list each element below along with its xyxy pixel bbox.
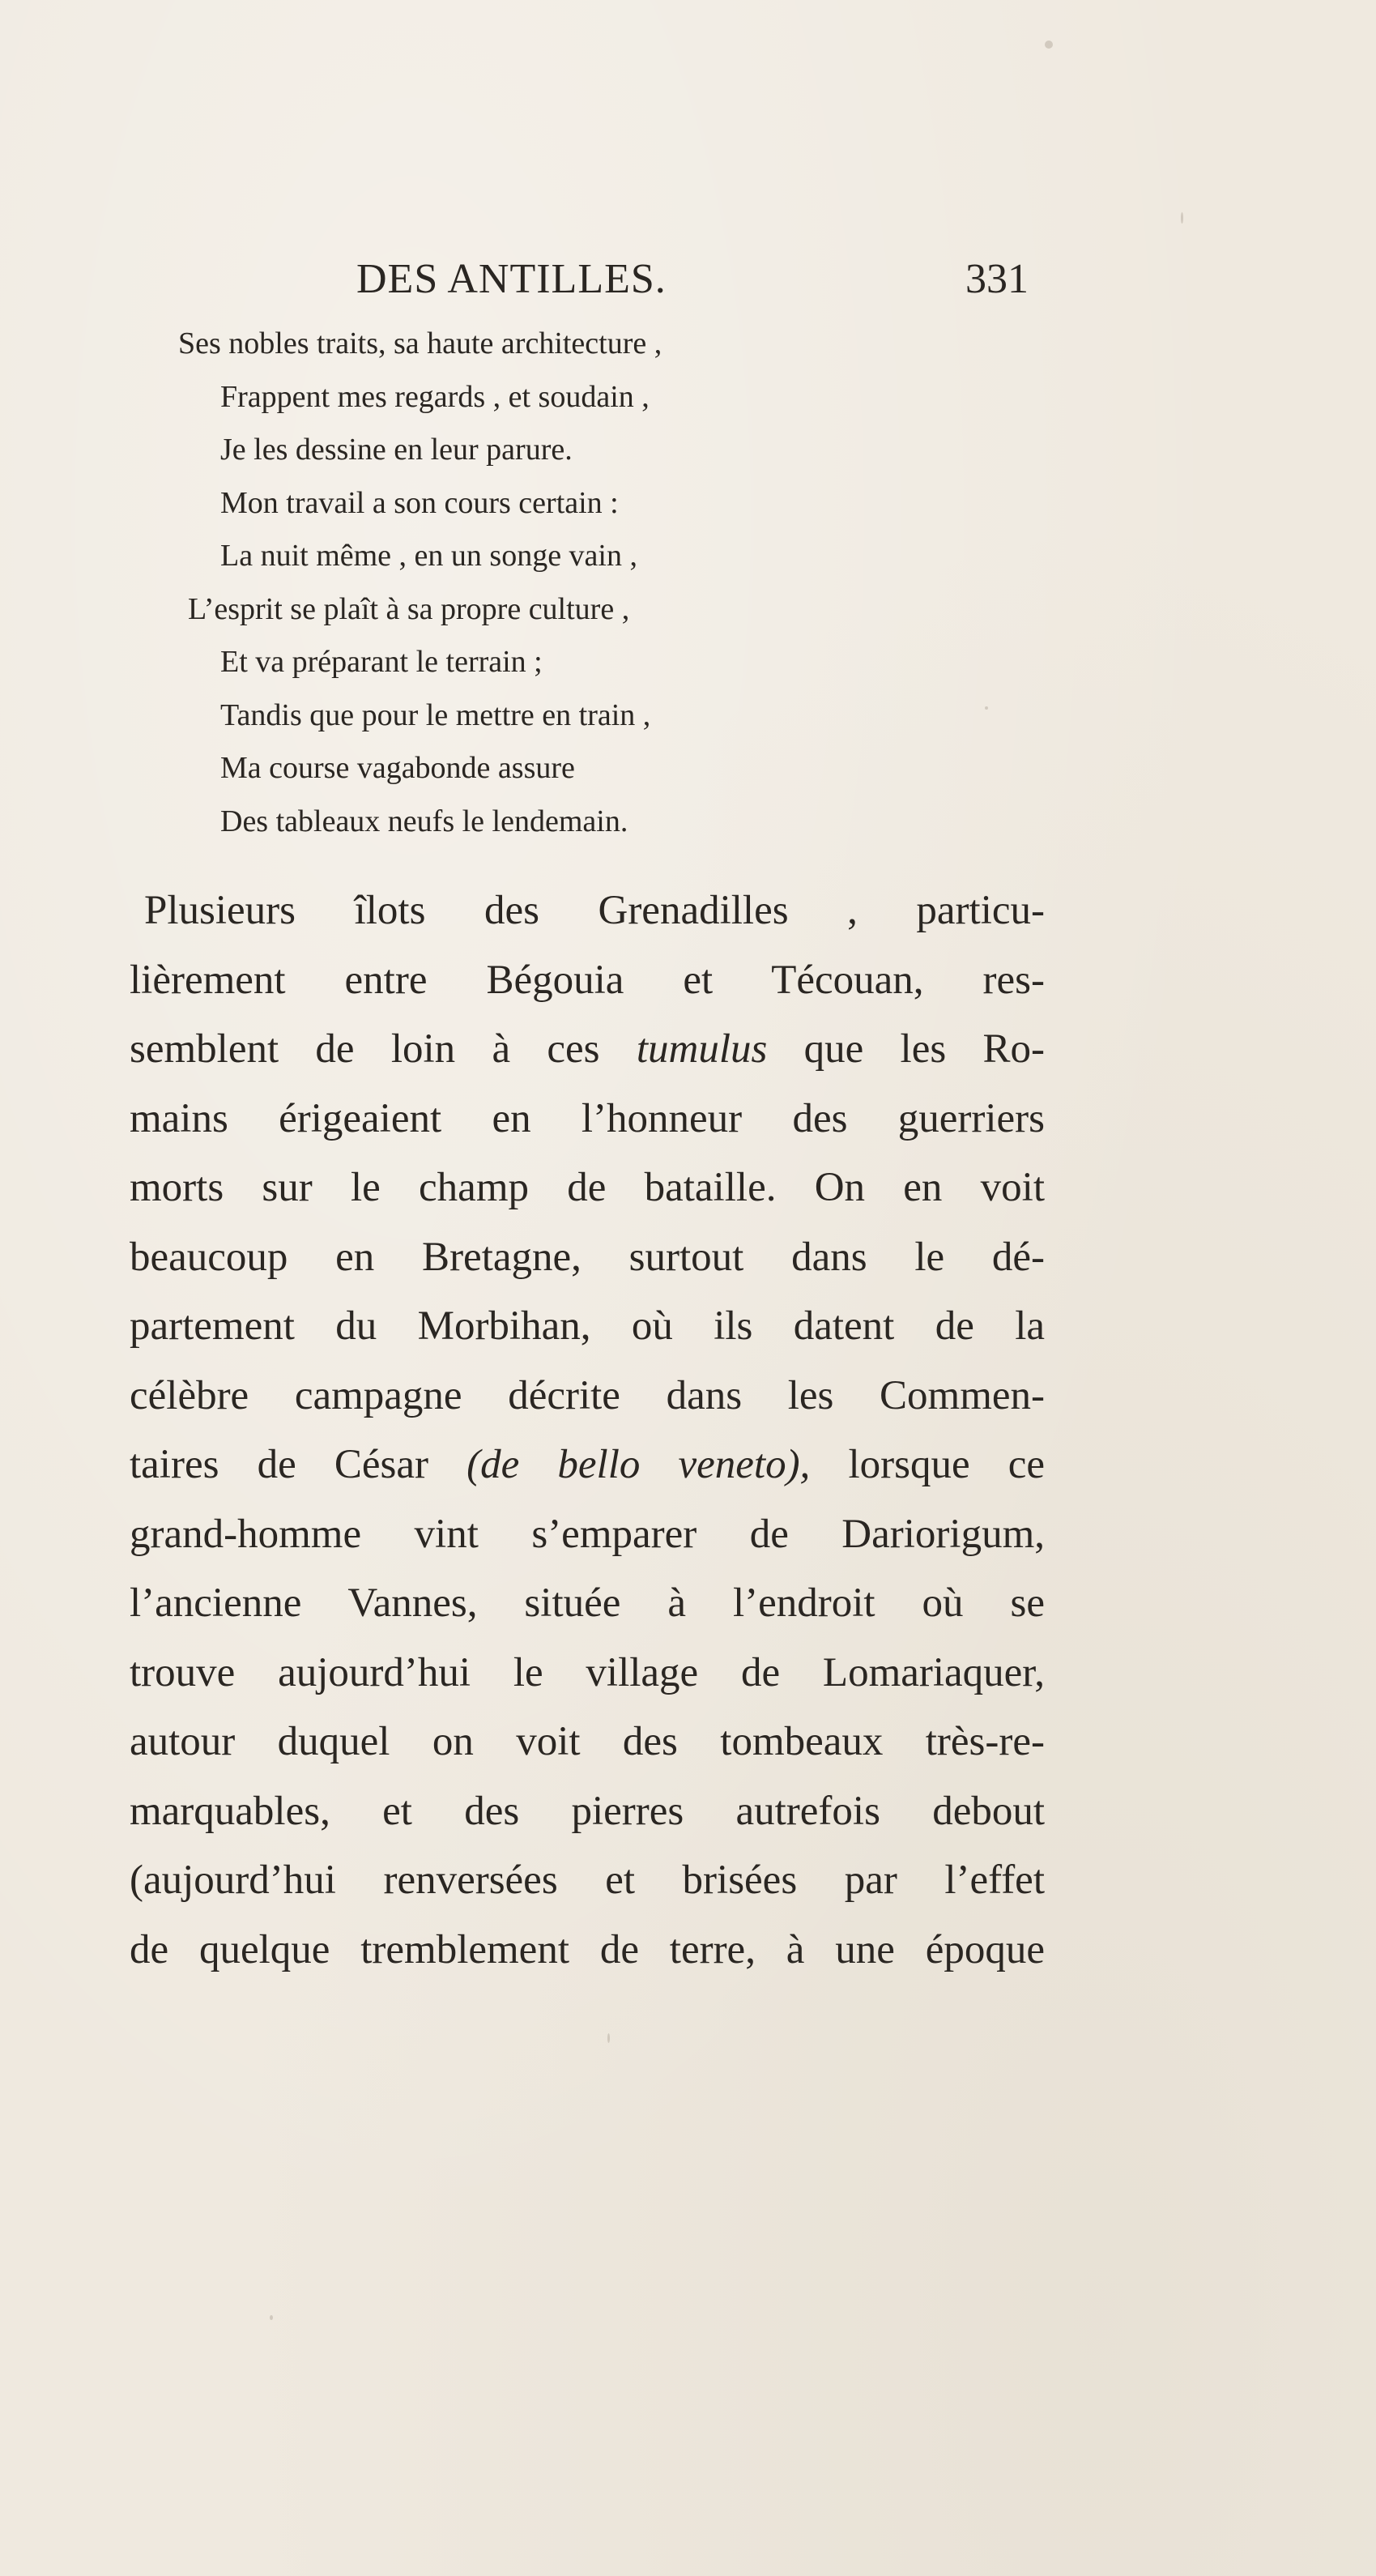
prose-text: que les Ro- bbox=[767, 1026, 1045, 1072]
prose-line: beaucoup en Bretagne, surtout dans le dé- bbox=[130, 1234, 1045, 1280]
poem-line: Des tableaux neufs le lendemain. bbox=[220, 804, 628, 838]
paper-speck bbox=[1045, 41, 1053, 49]
prose-line: (aujourd’hui renversées et brisées par l’effet bbox=[130, 1857, 1045, 1903]
prose-line: autour duquel on voit des tombeaux très-re- bbox=[130, 1719, 1045, 1764]
prose-line: morts sur le champ de bataille. On en voit bbox=[130, 1165, 1045, 1210]
prose-text: lorsque ce bbox=[810, 1442, 1045, 1487]
prose-text: semblent de loin à ces bbox=[130, 1026, 637, 1072]
prose-line: partement du Morbihan, où ils datent de la bbox=[130, 1303, 1045, 1349]
paper-speck bbox=[985, 706, 988, 710]
prose-line: marquables, et des pierres autrefois debout bbox=[130, 1788, 1045, 1834]
poem-line: Frappent mes regards , et soudain , bbox=[220, 379, 650, 414]
italic-term: (de bello veneto), bbox=[466, 1442, 811, 1487]
page-header bbox=[356, 255, 1029, 312]
poem-line: Mon travail a son cours certain : bbox=[220, 485, 619, 520]
prose-line: Plusieurs îlots des Grenadilles , particu- bbox=[144, 888, 1045, 933]
prose-line: mains érigeaient en l’honneur des guerriers bbox=[130, 1095, 1045, 1141]
prose-line: grand-homme vint s’emparer de Dariorigum, bbox=[130, 1511, 1045, 1557]
poem-line: Je les dessine en leur parure. bbox=[220, 433, 573, 467]
poem-line: Tandis que pour le mettre en train , bbox=[220, 697, 651, 732]
page-number: 331 bbox=[965, 256, 1029, 302]
poem-line: Et va préparant le terrain ; bbox=[220, 645, 543, 679]
prose-line: de quelque tremblement de terre, à une époque bbox=[130, 1926, 1045, 1973]
prose-line bbox=[130, 1431, 1045, 1500]
poem-line: La nuit même , en un songe vain , bbox=[220, 539, 637, 573]
prose-text: taires de César bbox=[130, 1442, 467, 1487]
prose-line: trouve aujourd’hui le village de Lomariaquer, bbox=[130, 1649, 1045, 1695]
prose-line bbox=[130, 1015, 1045, 1085]
paper-speck bbox=[1181, 212, 1183, 224]
paper-speck bbox=[607, 2033, 610, 2043]
poem-line: Ma course vagabonde assure bbox=[220, 751, 575, 785]
poem-line: L’esprit se plaît à sa propre culture , bbox=[188, 591, 630, 626]
prose-line: lièrement entre Bégouia et Técouan, res- bbox=[130, 957, 1045, 1003]
paper-speck bbox=[270, 2315, 273, 2320]
prose-line: célèbre campagne décrite dans les Commen- bbox=[130, 1372, 1045, 1418]
prose-paragraph bbox=[130, 876, 1045, 1985]
prose-line: l’ancienne Vannes, située à l’endroit où se bbox=[130, 1580, 1045, 1626]
poem-verses bbox=[178, 318, 907, 848]
italic-term: tumulus bbox=[636, 1026, 768, 1072]
poem-line: Ses nobles traits, sa haute architecture , bbox=[178, 326, 662, 360]
running-title: DES ANTILLES. bbox=[356, 256, 667, 302]
